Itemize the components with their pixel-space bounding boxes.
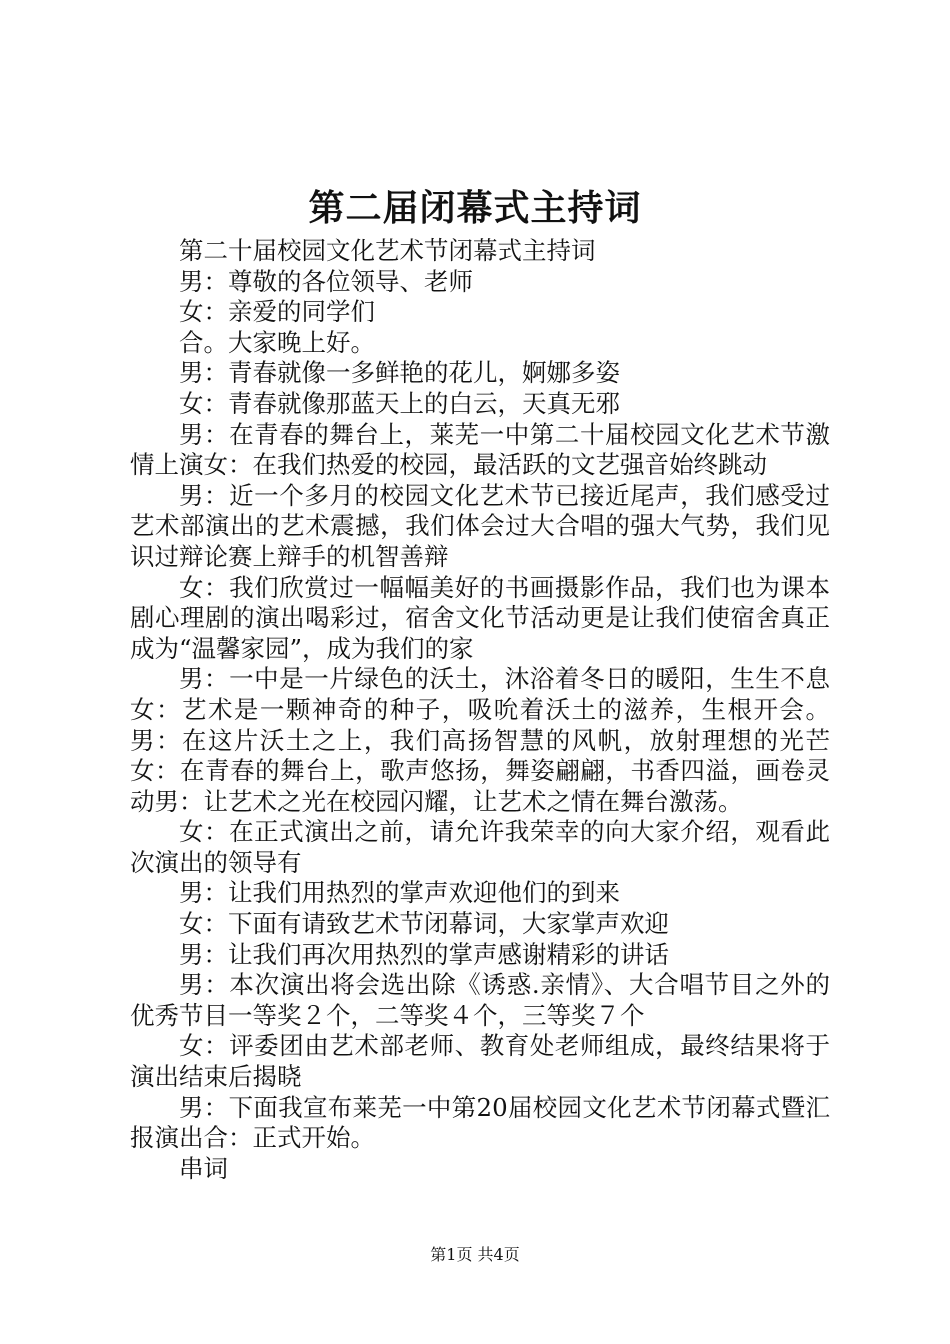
document-title: 第二届闭幕式主持词	[308, 187, 642, 229]
paragraph: 男：近一个多月的校园文化艺术节已接近尾声，我们感受过艺术部演出的艺术震撼，我们体会过大合唱的强大气势，我们见识过辩论赛上辩手的机智善辩	[130, 480, 830, 571]
page-number-footer: 第1页 共4页	[430, 1245, 520, 1264]
paragraph: 男：让我们再次用热烈的掌声感谢精彩的讲话	[179, 939, 669, 969]
paragraph: 串词	[179, 1153, 228, 1183]
paragraph: 男：尊敬的各位领导、老师	[179, 266, 473, 296]
paragraph: 合。大家晚上好。	[179, 327, 375, 357]
paragraph: 男：青春就像一多鲜艳的花儿，婀娜多姿	[179, 358, 620, 388]
paragraph: 女：我们欣赏过一幅幅美好的书画摄影作品，我们也为课本剧心理剧的演出喝彩过，宿舍文化节活动更是让我们使宿舍真正成为“温馨家园”，成为我们的家	[130, 572, 830, 663]
document-body	[130, 236, 830, 1184]
paragraph: 第二十届校园文化艺术节闭幕式主持词	[179, 236, 596, 265]
paragraph: 女：在正式演出之前，请允许我荣幸的向大家介绍，观看此次演出的领导有	[130, 817, 830, 877]
paragraph: 男：在青春的舞台上，莱芜一中第二十届校园文化艺术节激情上演女：在我们热爱的校园，最活跃的文艺强音始终跳动	[130, 419, 830, 480]
paragraph: 男：让我们用热烈的掌声欢迎他们的到来	[179, 878, 620, 908]
paragraph: 男：下面我宣布莱芜一中第20届校园文化艺术节闭幕式暨汇报演出合：正式开始。	[130, 1092, 830, 1153]
paragraph: 女：评委团由艺术部老师、教育处老师组成，最终结果将于演出结束后揭晓	[130, 1031, 830, 1092]
paragraph: 女：青春就像那蓝天上的白云，天真无邪	[179, 388, 620, 418]
paragraph: 女：下面有请致艺术节闭幕词，大家掌声欢迎	[179, 909, 669, 939]
paragraph: 女：亲爱的同学们	[179, 297, 375, 327]
paragraph: 男：本次演出将会选出除《诱惑.亲情》、大合唱节目之外的优秀节目一等奖２个，二等奖４个，三等奖７个	[130, 970, 830, 1030]
paragraph: 男：一中是一片绿色的沃土，沐浴着冬日的暖阳，生生不息女：艺术是一颗神奇的种子，吸吮着沃土的滋养，生根开会。男：在这片沃土之上，我们高扬智慧的风帆，放射理想的光芒女：在青春的舞台上，歌声悠扬，舞姿翩翩，书香四溢，画卷灵动男：让艺术之光在校园闪耀，让艺术之情在舞台激荡。	[130, 664, 830, 816]
